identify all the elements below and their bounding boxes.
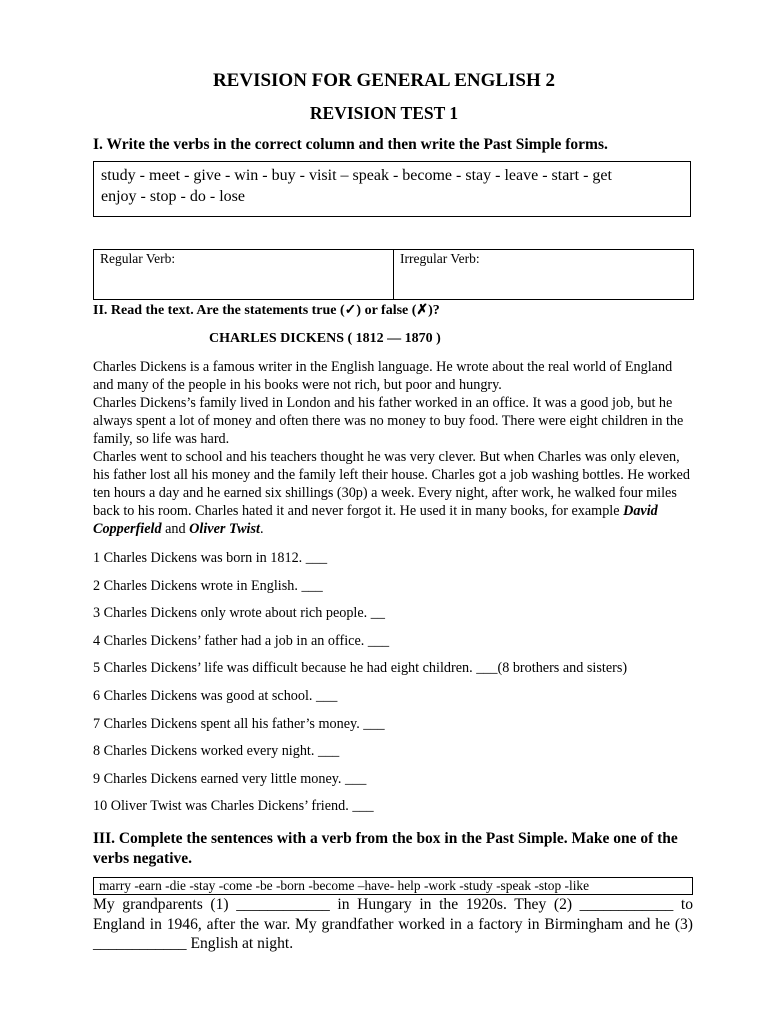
- section-2-heading: II. Read the text. Are the statements true (✓) or false (✗)?: [93, 303, 440, 318]
- regular-verb-column[interactable]: Regular Verb:: [100, 251, 176, 266]
- section-3-heading: III. Complete the sentences with a verb from the box in the Past Simple. Make one of the verbs negative.: [93, 830, 678, 867]
- book-title-david-copperfield: David Copperfield: [93, 503, 658, 537]
- verb-list-box: [93, 161, 691, 217]
- passage-title: CHARLES DICKENS ( 1812 — 1870 ): [209, 331, 441, 346]
- page-subtitle: REVISION TEST 1: [309, 103, 459, 123]
- statement-item: 2 Charles Dickens wrote in English. ___: [93, 577, 323, 594]
- statement-item: 7 Charles Dickens spent all his father’s money. ___: [93, 715, 385, 732]
- reading-passage: [93, 358, 693, 538]
- verb-columns-table: [93, 249, 694, 300]
- statement-item: 3 Charles Dickens only wrote about rich people. __: [93, 605, 385, 622]
- conjunction-and: and: [161, 521, 190, 537]
- passage-paragraph-1: Charles Dickens is a famous writer in the English language. He wrote about the real world of England and many of the people in his books were not rich, but poor and hungry.: [93, 359, 673, 393]
- statement-item: 5 Charles Dickens’ life was difficult because he had eight children. ___(8 brothers and sisters): [93, 660, 628, 677]
- verb-list-line-2: enjoy - stop - do - lose: [101, 188, 245, 205]
- gap-fill-paragraph: My grandparents (1) ____________ in Hungary in the 1920s. They (2) ____________ to England in 1946, after the war. My grandfather worked in a factory in Birmingham and he (3) ____________ English at night.: [93, 896, 693, 952]
- statement-item: 1 Charles Dickens was born in 1812. ___: [93, 550, 328, 566]
- statement-item: 4 Charles Dickens’ father had a job in an office. ___: [93, 632, 390, 649]
- statement-list: [93, 549, 713, 825]
- book-title-oliver-twist: Oliver Twist: [189, 521, 260, 537]
- passage-paragraph-2: Charles Dickens’s family lived in London and his father worked in an office. It was a good job, but he always spent a lot of money and often there was no money to buy food. There were eight children in the family, so life was hard.: [93, 395, 684, 447]
- passage-paragraph-3: [93, 448, 693, 538]
- passage-paragraph-3-text: Charles went to school and his teachers thought he was very clever. But when Charles was only eleven, his father lost all his money and the family left their house. Charles got a job washing bottles. He worked ten hours a day and he earned six shillings (30p) a week. Every night, after work, he walked four miles back to his room. Charles hated it and never forgot it. He used it in many books, for example: [93, 449, 690, 519]
- verb-box: marry -earn -die -stay -come -be -born -become –have- help -work -study -speak -stop -like: [93, 877, 693, 895]
- sentence-end: .: [259, 521, 264, 537]
- section-1-heading: I. Write the verbs in the correct column and then write the Past Simple forms.: [93, 136, 608, 153]
- verb-list-line-1: study - meet - give - win - buy - visit – speak - become - stay - leave - start - get: [101, 167, 612, 184]
- statement-item: 10 Oliver Twist was Charles Dickens’ friend. ___: [93, 798, 374, 815]
- statement-item: 8 Charles Dickens worked every night. ___: [93, 743, 340, 760]
- statement-item: 9 Charles Dickens earned very little money. ___: [93, 770, 367, 787]
- statement-item: 6 Charles Dickens was good at school. ___: [93, 687, 338, 704]
- irregular-verb-column[interactable]: Irregular Verb:: [393, 250, 693, 299]
- page-title: REVISION FOR GENERAL ENGLISH 2: [212, 70, 556, 91]
